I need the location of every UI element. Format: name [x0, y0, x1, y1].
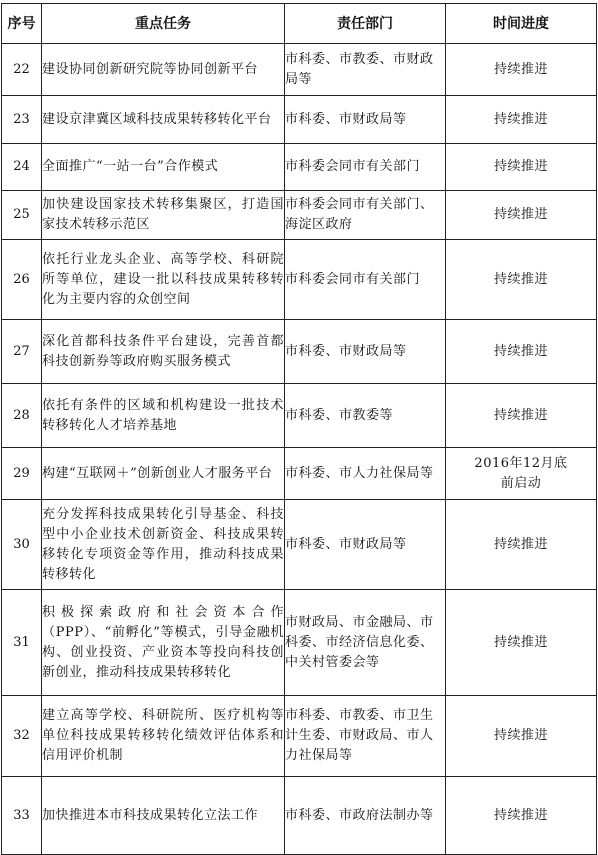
table-row [2, 144, 597, 191]
row-number: 33 [2, 777, 42, 855]
progress-cell: 持续推进 [446, 384, 597, 448]
table-row [2, 320, 597, 384]
progress-cell: 持续推进 [446, 191, 597, 240]
row-number: 31 [2, 590, 42, 696]
row-number: 22 [2, 44, 42, 96]
task-cell: 全面推广“一站一台”合作模式 [42, 144, 285, 191]
table-header-row [2, 4, 597, 44]
dept-cell: 市科委会同市有关部门 [285, 144, 446, 191]
table-row [2, 500, 597, 590]
progress-cell: 持续推进 [446, 240, 597, 320]
row-number: 25 [2, 191, 42, 240]
task-cell: 依托有条件的区域和机构建设一批技术转移转化人才培养基地 [42, 384, 285, 448]
header-dept: 责任部门 [285, 4, 446, 44]
header-progress: 时间进度 [446, 4, 597, 44]
progress-cell: 持续推进 [446, 96, 597, 144]
dept-cell: 市科委、市教委、市卫生计生委、市财政局、市人力社保局等 [285, 696, 446, 777]
progress-cell: 持续推进 [446, 777, 597, 855]
progress-cell: 持续推进 [446, 44, 597, 96]
progress-cell: 持续推进 [446, 320, 597, 384]
task-cell: 充分发挥科技成果转化引导基金、科技型中小企业技术创新资金、科技成果转移转化专项资金等作用，推动科技成果转移转化 [42, 500, 285, 590]
task-cell: 构建“互联网＋”创新创业人才服务平台 [42, 448, 285, 500]
task-cell: 建设京津冀区域科技成果转移转化平台 [42, 96, 285, 144]
progress-cell: 持续推进 [446, 696, 597, 777]
dept-cell: 市科委、市财政局等 [285, 96, 446, 144]
table-row [2, 777, 597, 855]
dept-cell: 市科委、市教委、市财政局等 [285, 44, 446, 96]
row-number: 23 [2, 96, 42, 144]
progress-cell: 持续推进 [446, 500, 597, 590]
table-row [2, 44, 597, 96]
dept-cell: 市科委、市人力社保局等 [285, 448, 446, 500]
table-row [2, 240, 597, 320]
dept-cell: 市科委会同市有关部门、海淀区政府 [285, 191, 446, 240]
dept-cell: 市科委、市财政局等 [285, 500, 446, 590]
table-row [2, 696, 597, 777]
table-row [2, 590, 597, 696]
row-number: 29 [2, 448, 42, 500]
header-no: 序号 [2, 4, 42, 44]
task-cell: 加快建设国家技术转移集聚区，打造国家技术转移示范区 [42, 191, 285, 240]
task-cell: 建设协同创新研究院等协同创新平台 [42, 44, 285, 96]
table-row [2, 448, 597, 500]
row-number: 24 [2, 144, 42, 191]
header-task: 重点任务 [42, 4, 285, 44]
dept-cell: 市科委、市财政局等 [285, 320, 446, 384]
task-cell: 加快推进本市科技成果转化立法工作 [42, 777, 285, 855]
task-cell: 深化首都科技条件平台建设，完善首都科技创新券等政府购买服务模式 [42, 320, 285, 384]
row-number: 26 [2, 240, 42, 320]
task-cell: 建立高等学校、科研院所、医疗机构等单位科技成果转移转化绩效评估体系和信用评价机制 [42, 696, 285, 777]
dept-cell: 市科委、市政府法制办等 [285, 777, 446, 855]
dept-cell: 市财政局、市金融局、市科委、市经济信息化委、中关村管委会等 [285, 590, 446, 696]
row-number: 30 [2, 500, 42, 590]
task-cell: 积极探索政府和社会资本合作（PPP）、“前孵化”等模式，引导金融机构、创业投资、产业资本等投向科技创新创业，推动科技成果转移转化 [42, 590, 285, 696]
table-row [2, 191, 597, 240]
progress-cell: 2016年12月底前启动 [446, 448, 597, 500]
key-tasks-table [1, 3, 597, 855]
dept-cell: 市科委会同市有关部门 [285, 240, 446, 320]
row-number: 27 [2, 320, 42, 384]
row-number: 32 [2, 696, 42, 777]
task-cell: 依托行业龙头企业、高等学校、科研院所等单位，建设一批以科技成果转移转化为主要内容的众创空间 [42, 240, 285, 320]
progress-cell: 持续推进 [446, 144, 597, 191]
table-row [2, 384, 597, 448]
progress-cell: 持续推进 [446, 590, 597, 696]
table-row [2, 96, 597, 144]
dept-cell: 市科委、市教委等 [285, 384, 446, 448]
row-number: 28 [2, 384, 42, 448]
